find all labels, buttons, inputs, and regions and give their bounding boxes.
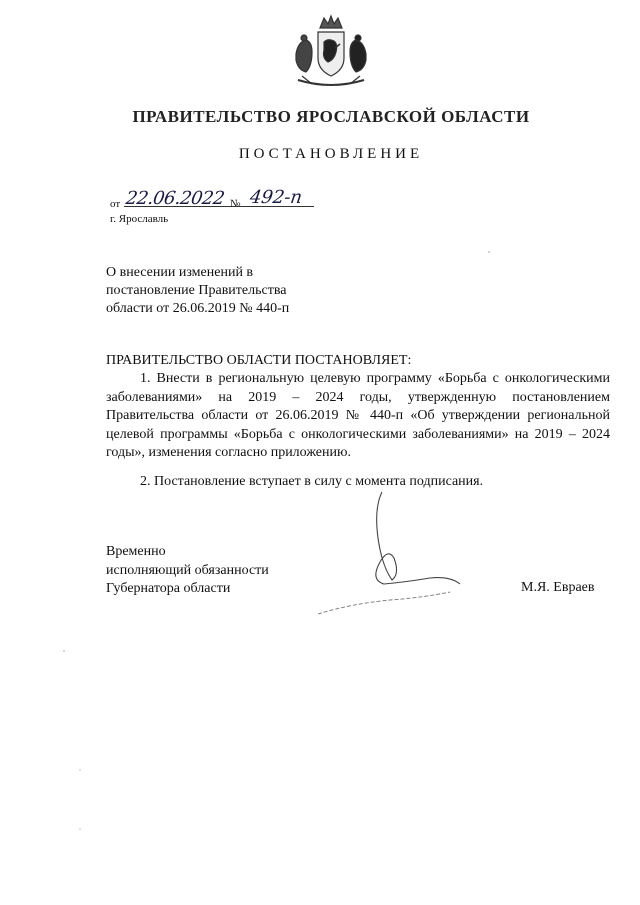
document-type-title: ПОСТАНОВЛЕНИЕ <box>238 146 424 162</box>
signatory-title-line-1: Временно <box>106 544 166 559</box>
signatory-title-line-2: исполняющий обязанности <box>106 562 269 578</box>
handwritten-date: 22.06.2022 <box>124 188 226 209</box>
date-prefix: от <box>110 198 121 210</box>
signatory-title <box>106 543 326 599</box>
government-title: ПРАВИТЕЛЬСТВО ЯРОСЛАВСКОЙ ОБЛАСТИ <box>132 107 530 126</box>
date-underline <box>124 206 314 207</box>
signatory-title-line-3: Губернатора области <box>106 581 231 596</box>
date-number-line <box>110 187 320 212</box>
paragraph-1: 1. Внести в региональную целевую программу «Борьба с онкологическими заболеваниями» на 2019 – 2024 годы, утвержденную постановлением Правительства области от 26.06.2019 № 440-п «Об утверждении региональной целевой программы «Борьба с онкологическими заболеваниями» на 2019 – 2024 годы», изменения согласно приложению. <box>106 371 610 460</box>
coat-of-arms-icon <box>288 14 374 94</box>
paragraph-2: 2. Постановление вступает в силу с момента подписания. <box>140 474 484 489</box>
document-subject: О внесении изменений в постановление Правительства области от 26.06.2019 № 440-п <box>106 265 290 316</box>
number-prefix: № <box>230 198 241 210</box>
city-label: г. Ярославль <box>110 213 169 225</box>
handwritten-signature-icon <box>310 488 480 618</box>
resolves-heading: ПРАВИТЕЛЬСТВО ОБЛАСТИ ПОСТАНОВЛЯЕТ: <box>106 353 412 368</box>
handwritten-number: 492-п <box>248 187 304 208</box>
signatory-name: М.Я. Евраев <box>521 580 595 595</box>
